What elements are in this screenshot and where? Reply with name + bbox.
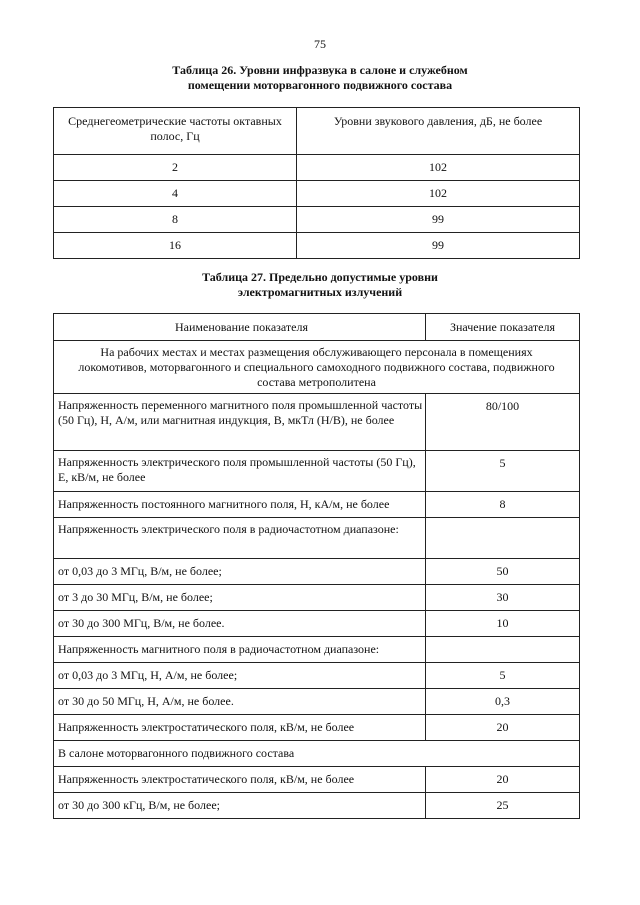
indicator-name: Напряженность магнитного поля в радиочастотном диапазоне: (54, 637, 426, 663)
table-26-frequency-cell: 4 (54, 181, 297, 207)
indicator-name: от 3 до 30 МГц, В/м, не более; (54, 585, 426, 611)
indicator-value: 20 (426, 715, 580, 741)
table-26-caption-line-1: Таблица 26. Уровни инфразвука в салоне и служебном (172, 63, 468, 77)
table-row (54, 689, 580, 715)
indicator-name: от 0,03 до 3 МГц, Н, А/м, не более; (54, 663, 426, 689)
indicator-name: Напряженность электрического поля в радиочастотном диапазоне: (54, 518, 426, 559)
indicator-value: 25 (426, 793, 580, 819)
table-26 (53, 107, 580, 259)
table-row (54, 715, 580, 741)
indicator-name: Напряженность переменного магнитного поля промышленной частоты (50 Гц), Н, А/м, или магнитная индукция, В, мкТл (Н/В), не более (54, 394, 426, 451)
table-row (54, 492, 580, 518)
table-26-header-frequency-line-2: полос, Гц (150, 129, 200, 143)
indicator-name: Напряженность постоянного магнитного поля, Н, кА/м, не более (54, 492, 426, 518)
table-27 (53, 313, 580, 819)
indicator-value: 80/100 (426, 394, 580, 451)
indicator-value: 50 (426, 559, 580, 585)
section-heading-line-3: состава метрополитена (257, 374, 376, 389)
indicator-value (426, 518, 580, 559)
table-26-frequency-cell: 2 (54, 155, 297, 181)
table-26-frequency-cell: 8 (54, 207, 297, 233)
table-27-caption (0, 270, 640, 300)
table-27-section-row (54, 741, 580, 767)
table-26-header-frequency (54, 108, 297, 155)
page-number: 75 (314, 37, 326, 51)
table-27-section-row (54, 341, 580, 394)
indicator-value: 8 (426, 492, 580, 518)
indicator-name: от 30 до 300 МГц, В/м, не более. (54, 611, 426, 637)
indicator-name: от 30 до 50 МГц, Н, А/м, не более. (54, 689, 426, 715)
table-row (54, 181, 580, 207)
indicator-name: Напряженность электростатического поля, кВ/м, не более (54, 767, 426, 793)
indicator-value: 10 (426, 611, 580, 637)
indicator-value: 30 (426, 585, 580, 611)
table-row (54, 451, 580, 492)
indicator-value: 5 (426, 663, 580, 689)
indicator-name: от 30 до 300 кГц, В/м, не более; (54, 793, 426, 819)
table-row (54, 518, 580, 559)
table-26-header-frequency-line-1: Среднегеометрические частоты октавных (68, 114, 282, 128)
table-row (54, 767, 580, 793)
table-row (54, 207, 580, 233)
table-26-caption-line-2: помещении моторвагонного подвижного состава (187, 78, 453, 92)
table-26-frequency-cell: 16 (54, 233, 297, 259)
indicator-value: 0,3 (426, 689, 580, 715)
table-row (54, 233, 580, 259)
table-27-section-heading (54, 341, 580, 394)
table-27-caption-line-2: электромагнитных излучений (237, 285, 403, 299)
table-27-header-name: Наименование показателя (54, 314, 426, 341)
indicator-value: 20 (426, 767, 580, 793)
table-27-section-heading: В салоне моторвагонного подвижного состава (54, 741, 580, 767)
section-heading-line-2: локомотивов, моторвагонного и специального самоходного подвижного состава, подвижного (78, 359, 555, 374)
table-27-header-row (54, 314, 580, 341)
table-27-header-value: Значение показателя (426, 314, 580, 341)
indicator-name: Напряженность электростатического поля, кВ/м, не более (54, 715, 426, 741)
table-row (54, 637, 580, 663)
table-26-header-level: Уровни звукового давления, дБ, не более (297, 108, 580, 155)
indicator-name: Напряженность электрического поля промышленной частоты (50 Гц), Е, кВ/м, не более (54, 451, 426, 492)
table-26-level-cell: 99 (297, 233, 580, 259)
section-heading-line-1: На рабочих местах и местах размещения обслуживающего персонала в помещениях (100, 344, 533, 359)
table-row (54, 611, 580, 637)
table-row (54, 394, 580, 451)
table-row (54, 155, 580, 181)
table-row (54, 585, 580, 611)
table-row (54, 559, 580, 585)
table-26-caption (0, 63, 640, 93)
table-26-level-cell: 102 (297, 181, 580, 207)
table-row (54, 793, 580, 819)
table-26-level-cell: 99 (297, 207, 580, 233)
table-26-header-row (54, 108, 580, 155)
table-27-caption-line-1: Таблица 27. Предельно допустимые уровни (202, 270, 438, 284)
table-row (54, 663, 580, 689)
indicator-value: 5 (426, 451, 580, 492)
indicator-name: от 0,03 до 3 МГц, В/м, не более; (54, 559, 426, 585)
indicator-value (426, 637, 580, 663)
table-26-level-cell: 102 (297, 155, 580, 181)
